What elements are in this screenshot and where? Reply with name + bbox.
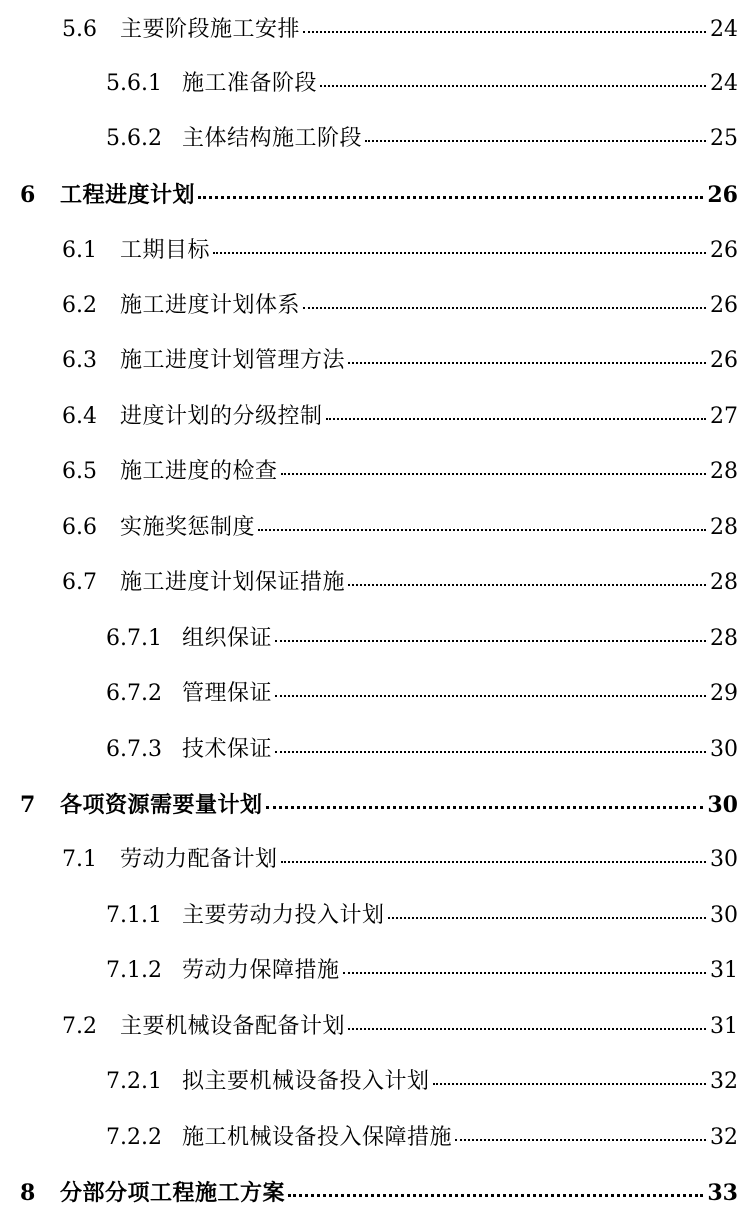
- toc-entry[interactable]: [0, 730, 750, 770]
- toc-entry-number: 6.6: [62, 515, 97, 540]
- toc-entry-page: 32: [710, 1069, 738, 1094]
- toc-entry[interactable]: [0, 1118, 750, 1158]
- toc-entry-title: 施工进度计划保证措施: [120, 570, 346, 595]
- toc-entry-title: 各项资源需要量计划: [60, 792, 263, 818]
- toc-dot-leader: [433, 1082, 706, 1085]
- toc-entry-page: 32: [710, 1125, 738, 1150]
- toc-entry-number: 6.5: [62, 459, 97, 484]
- toc-entry-page: 27: [710, 404, 738, 429]
- toc-entry-page: 26: [710, 348, 738, 373]
- toc-entry-page: 31: [710, 958, 738, 983]
- toc-entry-number: 7.1.1: [106, 903, 162, 928]
- toc-entry-number: 7.2.1: [106, 1069, 162, 1094]
- toc-entry-page: 29: [710, 681, 738, 706]
- toc-entry[interactable]: [0, 619, 750, 659]
- toc-dot-leader: [275, 750, 706, 753]
- toc-entry-title: 工期目标: [120, 238, 211, 263]
- toc-entry-page: 30: [710, 903, 738, 928]
- toc-entry[interactable]: [0, 1173, 750, 1213]
- toc-dot-leader: [281, 860, 706, 863]
- toc-entry-number: 8: [20, 1180, 36, 1206]
- toc-entry-title: 拟主要机械设备投入计划: [182, 1069, 430, 1094]
- toc-entry-number: 6.7.1: [106, 626, 162, 651]
- toc-entry-number: 7.2.2: [106, 1125, 162, 1150]
- toc-dot-leader: [303, 30, 706, 33]
- toc-entry-number: 7.1.2: [106, 958, 162, 983]
- toc-entry-number: 7: [20, 792, 36, 818]
- toc-dot-leader: [348, 1027, 706, 1030]
- toc-dot-leader: [388, 916, 706, 919]
- toc-entry-page: 28: [710, 515, 738, 540]
- toc-entry-number: 6.7.3: [106, 737, 162, 762]
- toc-dot-leader: [455, 1138, 706, 1141]
- toc-entry-title: 施工进度计划管理方法: [120, 348, 346, 373]
- toc-entry-number: 5.6.1: [106, 71, 162, 96]
- toc-entry-page: 25: [710, 126, 738, 151]
- toc-entry[interactable]: [0, 119, 750, 159]
- toc-entry-page: 30: [710, 737, 738, 762]
- toc-entry[interactable]: [0, 508, 750, 548]
- toc-dot-leader: [258, 528, 706, 531]
- toc-entry-number: 6.7: [62, 570, 97, 595]
- toc-entry-title: 实施奖惩制度: [120, 515, 256, 540]
- toc-dot-leader: [275, 694, 706, 697]
- toc-entry-page: 28: [710, 459, 738, 484]
- toc-entry-title: 工程进度计划: [60, 182, 196, 208]
- toc-entry-page: 26: [710, 293, 738, 318]
- toc-dot-leader: [348, 361, 706, 364]
- toc-dot-leader: [275, 639, 706, 642]
- toc-entry-title: 施工机械设备投入保障措施: [182, 1125, 453, 1150]
- toc-entry[interactable]: [0, 674, 750, 714]
- toc-dot-leader: [303, 306, 706, 309]
- toc-entry-page: 24: [710, 17, 738, 42]
- toc-entry-title: 管理保证: [182, 681, 273, 706]
- toc-dot-leader: [365, 139, 706, 142]
- toc-entry[interactable]: [0, 397, 750, 437]
- toc-dot-leader: [213, 251, 706, 254]
- toc-entry-title: 劳动力配备计划: [120, 847, 278, 872]
- toc-entry-title: 施工进度的检查: [120, 459, 278, 484]
- toc-dot-leader: [281, 472, 706, 475]
- toc-entry-number: 7.2: [62, 1014, 97, 1039]
- toc-dot-leader: [326, 417, 706, 420]
- toc-entry-number: 6.3: [62, 348, 97, 373]
- toc-entry[interactable]: [0, 231, 750, 271]
- toc-entry[interactable]: [0, 896, 750, 936]
- toc-entry[interactable]: [0, 785, 750, 825]
- toc-entry-title: 主体结构施工阶段: [182, 126, 363, 151]
- toc-entry-title: 施工准备阶段: [182, 71, 318, 96]
- toc-entry-page: 30: [710, 847, 738, 872]
- toc-entry-title: 主要劳动力投入计划: [182, 903, 385, 928]
- toc-entry[interactable]: [0, 951, 750, 991]
- toc-entry-page: 31: [710, 1014, 738, 1039]
- toc-entry-title: 施工进度计划体系: [120, 293, 301, 318]
- toc-entry-title: 主要机械设备配备计划: [120, 1014, 346, 1039]
- toc-entry-number: 7.1: [62, 847, 97, 872]
- toc-entry[interactable]: [0, 452, 750, 492]
- toc-entry-title: 技术保证: [182, 737, 273, 762]
- toc-entry-page: 26: [710, 238, 738, 263]
- toc-entry-number: 5.6.2: [106, 126, 162, 151]
- toc-dot-leader: [320, 84, 706, 87]
- toc-entry[interactable]: [0, 10, 750, 50]
- toc-entry-page: 28: [710, 570, 738, 595]
- toc-entry-title: 劳动力保障措施: [182, 958, 340, 983]
- toc-entry-number: 6.7.2: [106, 681, 162, 706]
- toc-dot-leader: [266, 805, 704, 809]
- toc-entry-number: 6: [20, 182, 36, 208]
- toc-entry-page: 26: [707, 182, 738, 208]
- toc-entry[interactable]: [0, 286, 750, 326]
- toc-dot-leader: [343, 971, 706, 974]
- toc-entry-page: 28: [710, 626, 738, 651]
- toc-entry[interactable]: [0, 64, 750, 104]
- toc-entry-page: 24: [710, 71, 738, 96]
- toc-entry-number: 5.6: [62, 17, 97, 42]
- toc-entry[interactable]: [0, 341, 750, 381]
- toc-entry[interactable]: [0, 840, 750, 880]
- toc-entry[interactable]: [0, 1007, 750, 1047]
- toc-entry[interactable]: [0, 175, 750, 215]
- toc-entry-number: 6.4: [62, 404, 97, 429]
- toc-entry-title: 主要阶段施工安排: [120, 17, 301, 42]
- toc-entry-number: 6.2: [62, 293, 97, 318]
- toc-entry[interactable]: [0, 563, 750, 603]
- toc-entry-number: 6.1: [62, 238, 97, 263]
- toc-entry-title: 分部分项工程施工方案: [60, 1180, 286, 1206]
- toc-dot-leader: [348, 583, 706, 586]
- toc-entry-title: 进度计划的分级控制: [120, 404, 323, 429]
- toc-entry-page: 33: [707, 1180, 738, 1206]
- toc-entry[interactable]: [0, 1062, 750, 1102]
- toc-dot-leader: [198, 195, 703, 199]
- toc-entry-title: 组织保证: [182, 626, 273, 651]
- toc-dot-leader: [288, 1193, 703, 1197]
- toc-entry-page: 30: [707, 792, 738, 818]
